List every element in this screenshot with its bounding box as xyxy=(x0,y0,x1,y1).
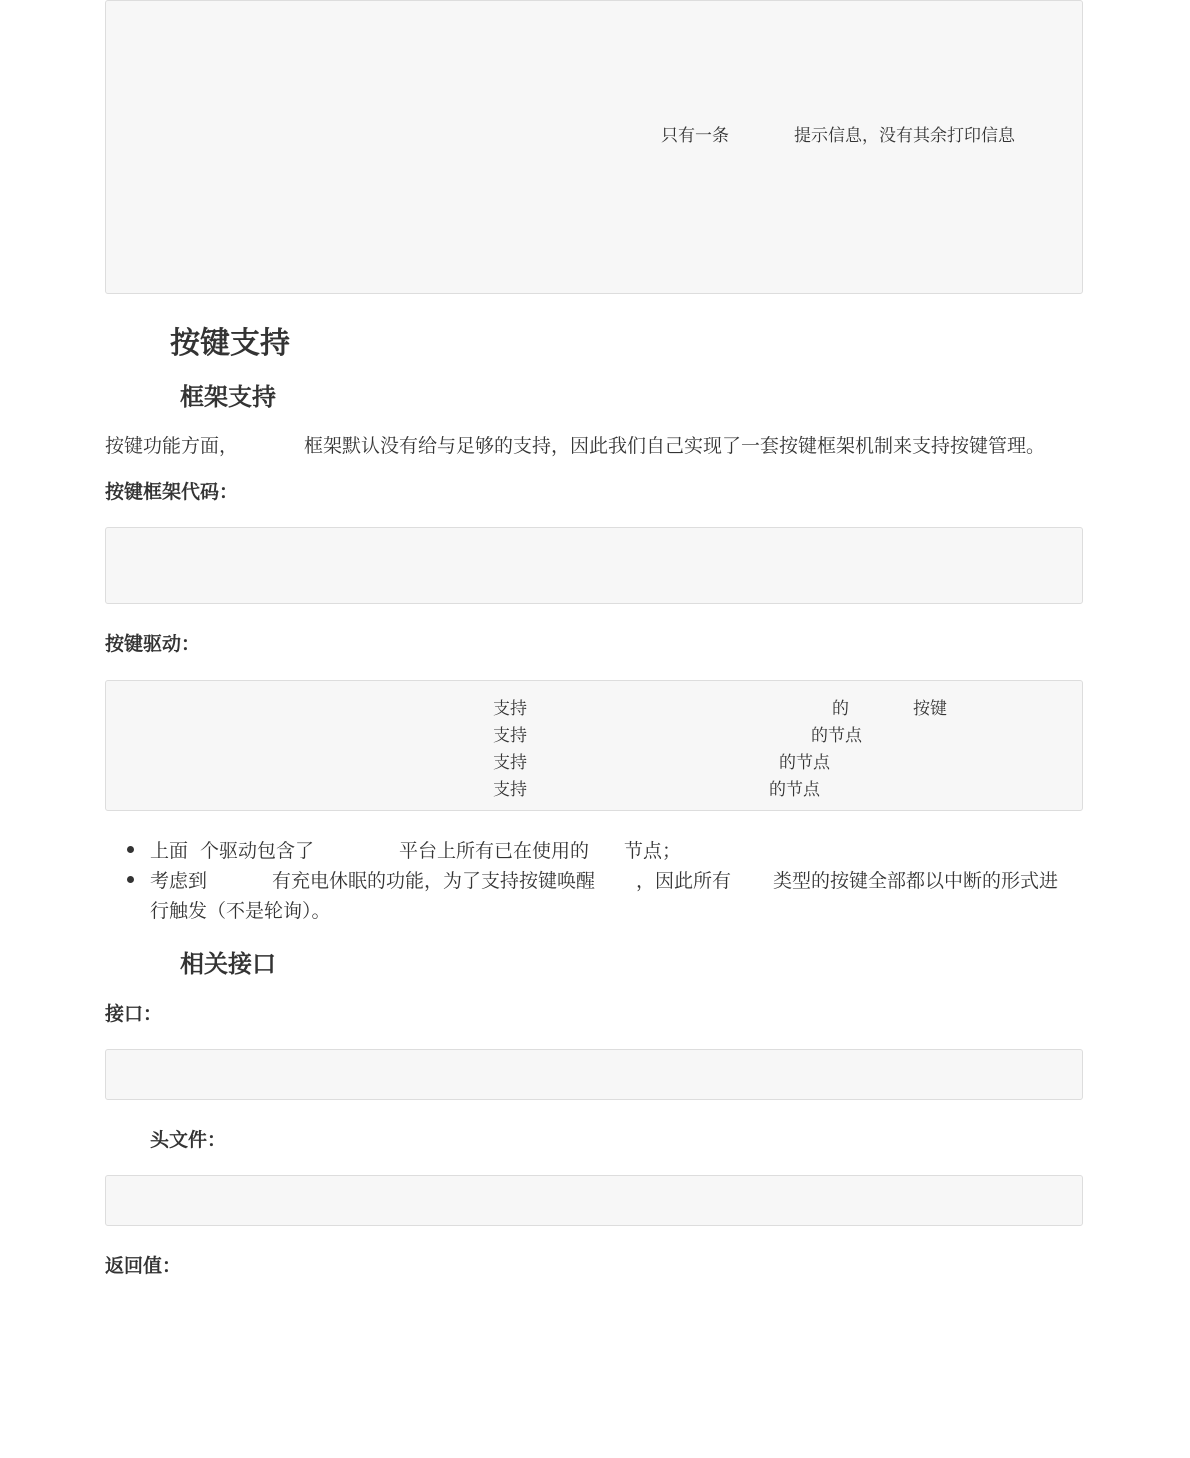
return-value-label: 返回值： xyxy=(105,1255,182,1277)
note-fragment: 考虑到 xyxy=(150,870,208,892)
intro-fragment: 框架默认没有给与足够的支持，因此我们自己实现了一套按键框架机制来支持按键管理。 xyxy=(304,435,1046,457)
code-fragment: 的节点 xyxy=(769,780,820,800)
subsection-title-framework: 框架支持 xyxy=(180,382,276,411)
subsection-title-api: 相关接口 xyxy=(180,949,276,978)
note-fragment: 行触发（不是轮询）。 xyxy=(150,900,331,922)
code-fragment: 支持 xyxy=(493,699,527,719)
list-item xyxy=(150,836,1080,862)
note-fragment: 平台上所有已在使用的 xyxy=(399,840,590,862)
note-fragment: 上面 xyxy=(150,840,189,862)
list-item xyxy=(150,866,1080,922)
code-fragment: 提示信息，没有其余打印信息 xyxy=(794,126,1015,146)
intro-fragment: 按键功能方面， xyxy=(105,435,239,457)
code-fragment: 支持 xyxy=(493,726,527,746)
driver-label: 按键驱动： xyxy=(105,633,201,655)
code-fragment: 支持 xyxy=(493,780,527,800)
code-block-header xyxy=(105,1175,1083,1226)
interface-label: 接口： xyxy=(105,1003,163,1025)
code-fragment: 按键 xyxy=(913,699,947,719)
framework-intro xyxy=(105,431,1085,457)
code-fragment: 的节点 xyxy=(779,753,830,773)
code-block-framework xyxy=(105,527,1083,604)
note-fragment: 个驱动包含了 xyxy=(200,840,315,862)
header-file-label: 头文件： xyxy=(150,1129,227,1151)
framework-code-label: 按键框架代码： xyxy=(105,481,239,503)
section-title: 按键支持 xyxy=(170,326,290,361)
code-fragment: 只有一条 xyxy=(661,126,729,146)
list-bullet xyxy=(127,846,134,853)
code-fragment: 的节点 xyxy=(811,726,862,746)
code-block-interface xyxy=(105,1049,1083,1100)
list-bullet xyxy=(127,876,134,883)
code-fragment: 支持 xyxy=(493,753,527,773)
note-fragment: 节点； xyxy=(624,840,682,862)
code-block-driver xyxy=(105,680,1083,811)
code-fragment: 的 xyxy=(832,699,849,719)
note-fragment: ，因此所有 xyxy=(636,870,732,892)
code-block-top xyxy=(105,0,1083,294)
note-fragment: 有充电休眠的功能，为了支持按键唤醒 xyxy=(272,870,596,892)
note-fragment: 类型的按键全部都以中断的形式进 xyxy=(773,870,1059,892)
